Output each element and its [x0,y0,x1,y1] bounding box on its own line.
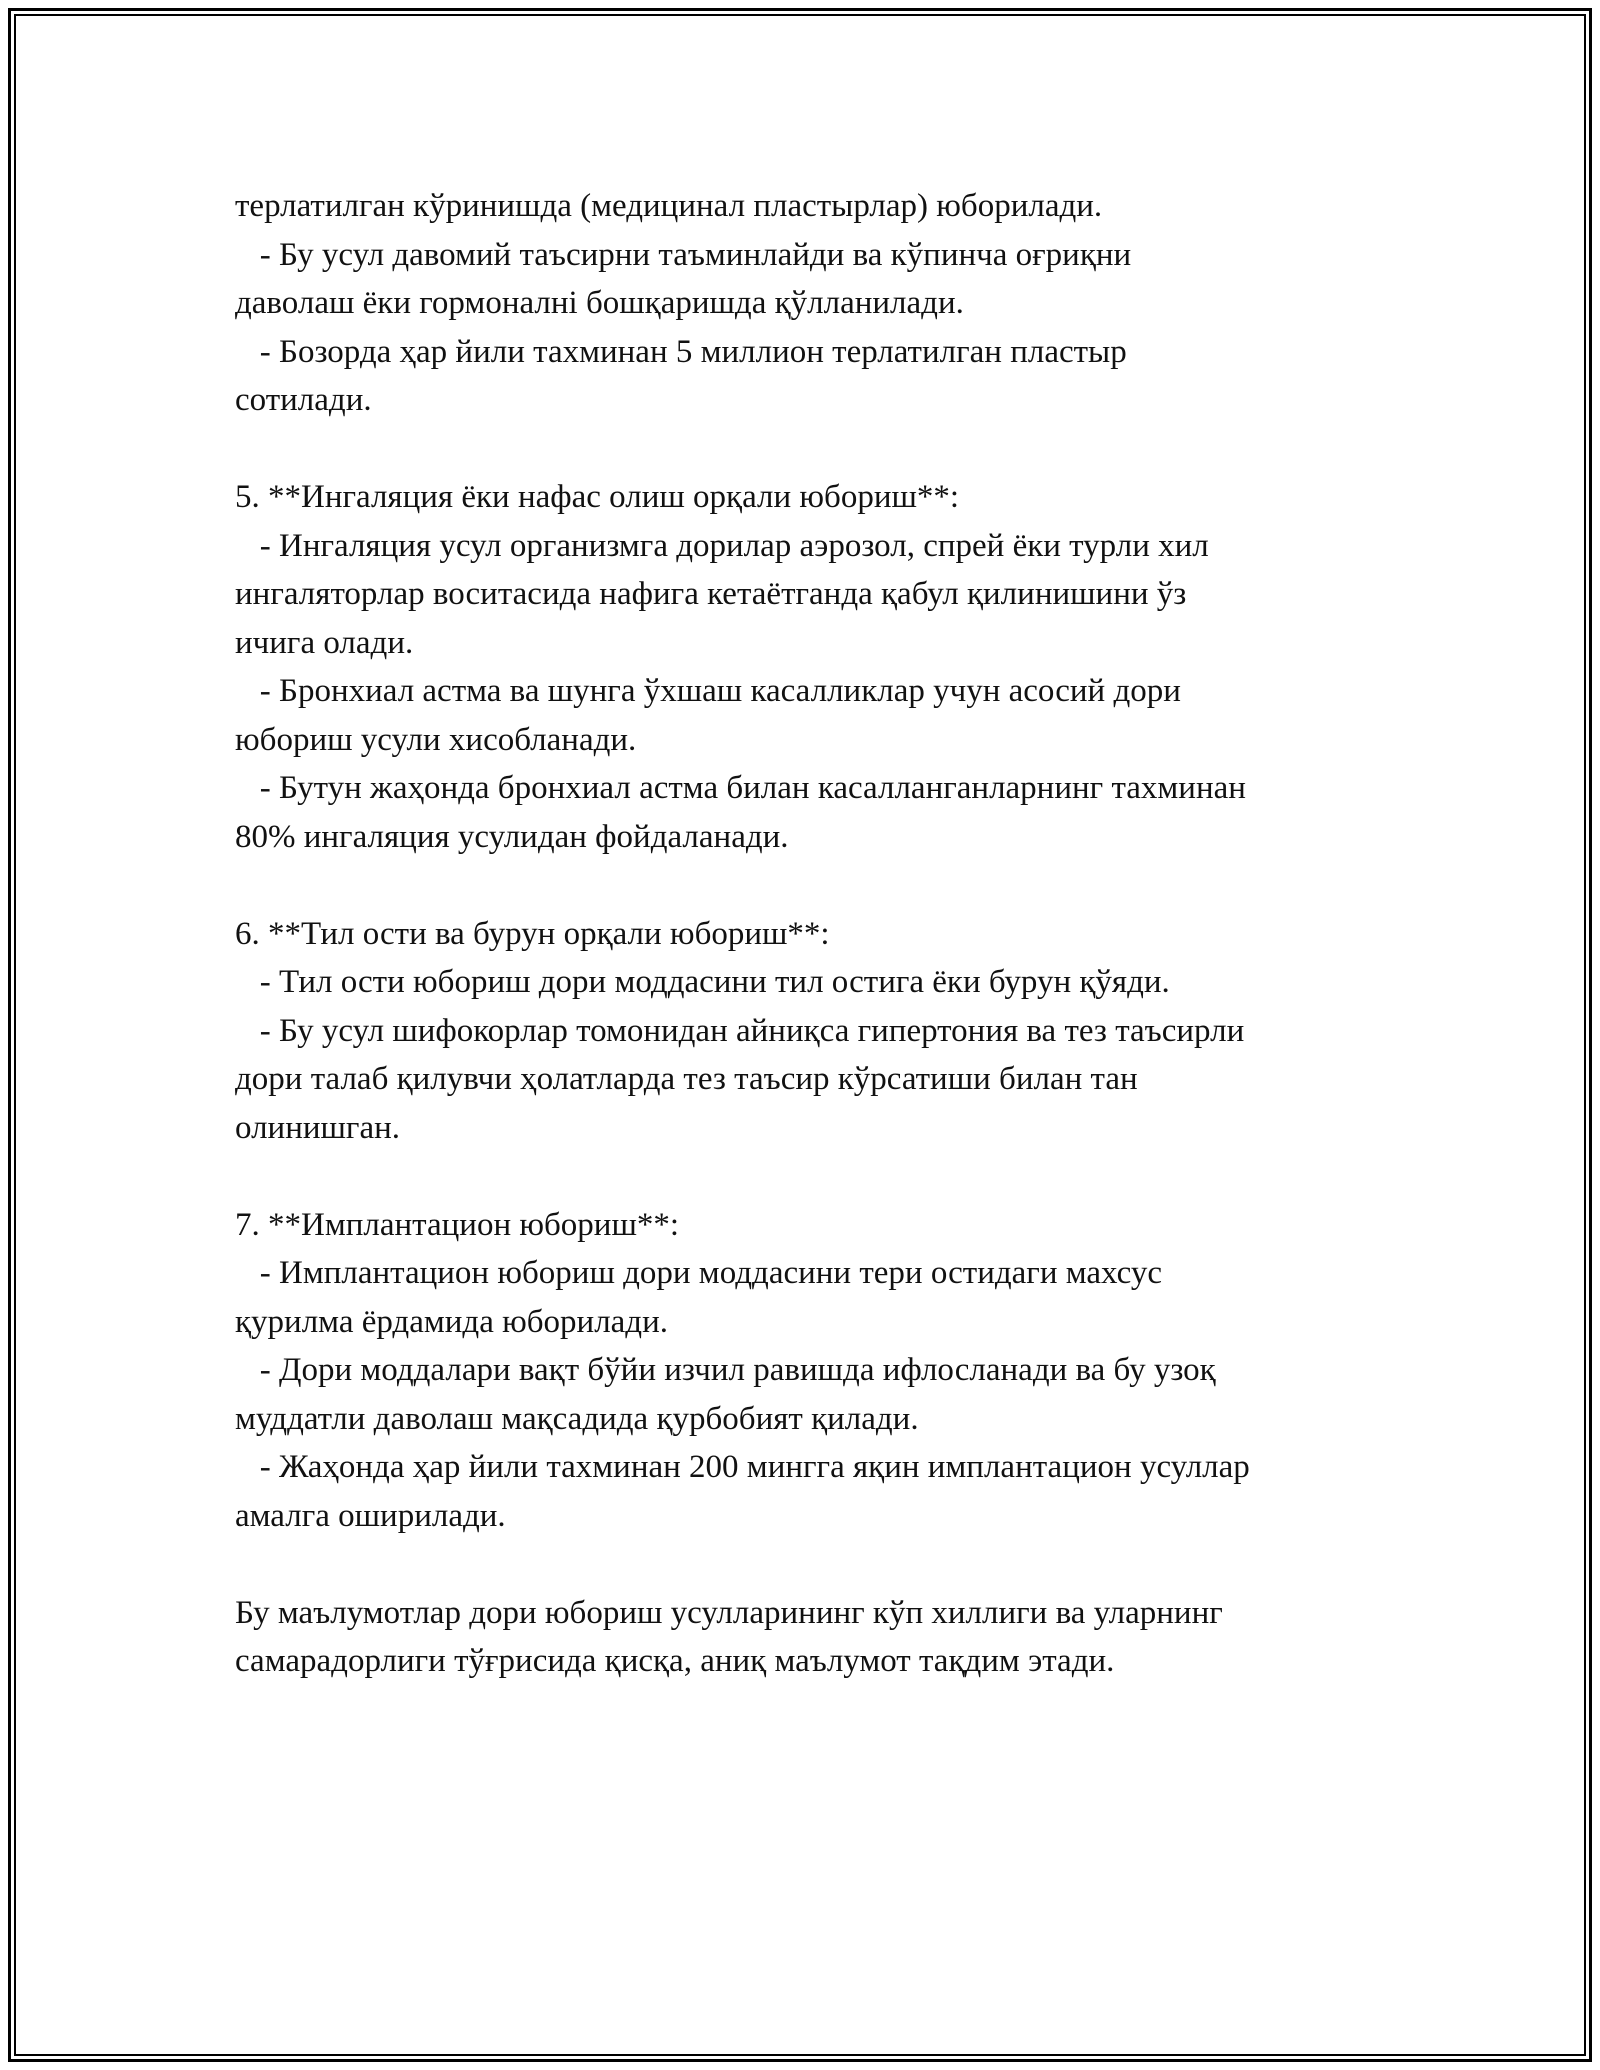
section-7-heading: 7. **Имплантацион юбориш**: [235,1206,680,1243]
text-line: амалга оширилади. [235,1497,506,1534]
text-line: олинишган. [235,1109,401,1146]
text-line: ичига олади. [235,624,414,661]
conclusion-line: самарадорлиги тўғрисида қисқа, аниқ маълумот тақдим этади. [235,1643,1115,1679]
text-line: дори талаб қилувчи ҳолатларда тез таъсир кўрсатиши билан тан [235,1061,1138,1097]
paragraph-spacer [235,425,1385,474]
text-line: - Ингаляция усул организмга дорилар аэрозол, спрей ёки турли хил [235,527,1209,564]
paragraph-spacer [235,1152,1385,1201]
text-line: сотилади. [235,382,372,418]
text-line: юбориш усули хисобланади. [235,721,637,758]
text-line: - Бутун жаҳонда бронхиал астма билан касалланганларнинг тахминан [235,770,1246,806]
text-line: қурилма ёрдамида юборилади. [235,1303,669,1340]
text-line: терлатилган кўринишда (медицинал пластырлар) юборилади. [235,188,1103,224]
conclusion-line: Бу маълумотлар дори юбориш усулларининг кўп хиллиги ва уларнинг [235,1594,1223,1631]
paragraph-spacer [235,861,1385,910]
text-line: - Имплантацион юбориш дори моддасини тери остидаги махсус [235,1255,1162,1291]
text-line: ингаляторлар воситасида нафига кетаётганда қабул қилинишини ўз [235,576,1187,612]
text-line: 80% ингаляция усулидан фойдаланади. [235,818,789,855]
section-5-heading: 5. **Ингаляция ёки нафас олиш орқали юбориш**: [235,479,960,515]
text-line: - Бу усул шифокорлар томонидан айниқса гипертония ва тез таъсирли [235,1012,1245,1049]
section-6-heading: 6. **Тил ости ва бурун орқали юбориш**: [235,915,830,952]
text-line: даволаш ёки гормоналнi бошқаришда қўлланилади. [235,285,964,321]
document-body [235,182,1385,1686]
paragraph-spacer [235,1540,1385,1589]
text-line: - Бу усул давомий таъсирни таъминлайди ва кўпинча оғриқни [235,236,1132,273]
text-line: муддатли даволаш мақсадида қурбобият қилади. [235,1400,919,1437]
text-line: - Бронхиал астма ва шунга ўхшаш касалликлар учун асосий дори [235,673,1181,709]
text-line: - Жаҳонда ҳар йили тахминан 200 мингга яқин имплантацион усуллар [235,1449,1250,1485]
text-line: - Бозорда ҳар йили тахминан 5 миллион терлатилган пластыр [235,333,1127,370]
text-line: - Тил ости юбориш дори моддасини тил остига ёки бурун қўяди. [235,964,1170,1000]
text-line: - Дори моддалари вақт бўйи изчил равишда ифлосланади ва бу узоқ [235,1352,1216,1388]
